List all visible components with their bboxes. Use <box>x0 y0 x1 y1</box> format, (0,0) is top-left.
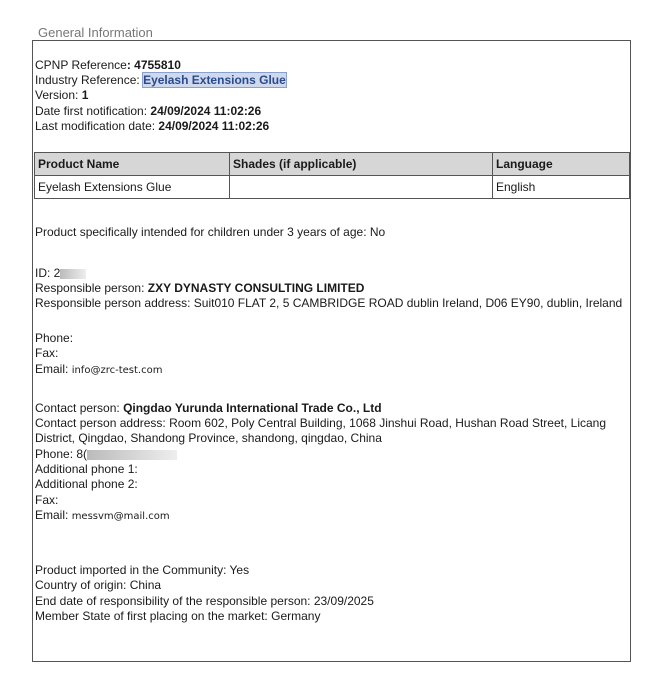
version <box>35 88 286 103</box>
id-label: ID: <box>35 266 54 280</box>
col-shades: Shades (if applicable) <box>230 153 493 176</box>
id-value: 2 <box>53 266 61 280</box>
responsible-email <box>35 362 162 378</box>
contact-person-label: Contact person: <box>35 401 124 415</box>
contact-address: Contact person address: Room 602, Poly Central Building, 1068 Jinshui Road, Hushan Road Street, Licang District, Qingdao, Shandong Province, shandong, qingdao, China <box>35 416 607 446</box>
product-table <box>34 152 630 199</box>
product-table-header <box>35 153 630 176</box>
contact-fax: Fax: <box>35 493 59 507</box>
additional-phone-2: Additional phone 2: <box>35 477 138 491</box>
version-label: Version: <box>35 88 82 103</box>
responsible-phone: Phone: <box>35 331 74 345</box>
cell-product-name: Eyelash Extensions Glue <box>35 176 230 199</box>
last-modification-value: 24/09/2024 11:02:26 <box>158 118 270 133</box>
general-information-panel <box>32 40 631 662</box>
redaction-mark <box>60 269 86 279</box>
col-product-name: Product Name <box>35 153 230 176</box>
contact-email-value: messvm@mail.com <box>71 511 170 522</box>
cpnp-reference <box>35 58 286 73</box>
contact-phone-value: 8( <box>76 447 88 461</box>
email-label: Email: <box>35 362 72 376</box>
reference-block <box>35 58 286 134</box>
cpnp-value: : 4755810 <box>126 58 181 72</box>
imported-in-community: Product imported in the Community: Yes <box>35 563 250 577</box>
responsible-address: Responsible person address: Suit010 FLAT 2, 5 CAMBRIDGE ROAD dublin Ireland, D06 EY90, dublin, Ireland <box>35 296 623 310</box>
first-notification-label: Date first notification: <box>35 103 151 118</box>
contact-phone <box>35 447 177 462</box>
cell-shades <box>230 176 493 199</box>
last-modification-date <box>35 119 286 134</box>
version-value: 1 <box>81 88 89 103</box>
additional-phone-1: Additional phone 1: <box>35 462 138 476</box>
responsible-person <box>35 281 364 296</box>
member-state: Member State of first placing on the market: Germany <box>35 609 321 623</box>
industry-reference <box>35 73 286 88</box>
children-statement: Product specifically intended for children under 3 years of age: No <box>35 225 386 239</box>
contact-phone-label: Phone: <box>35 447 77 461</box>
email-label: Email: <box>35 508 72 522</box>
responsible-fax: Fax: <box>35 346 59 360</box>
responsible-id <box>35 266 86 281</box>
cell-language: English <box>493 176 630 199</box>
last-modification-label: Last modification date: <box>35 118 159 133</box>
contact-person-value: Qingdao Yurunda International Trade Co., Ltd <box>123 401 382 415</box>
cpnp-label: CPNP Reference <box>35 58 127 72</box>
redaction-mark <box>87 450 177 460</box>
col-language: Language <box>493 153 630 176</box>
country-of-origin: Country of origin: China <box>35 578 162 592</box>
contact-person <box>35 401 382 416</box>
responsible-person-value: ZXY DYNASTY CONSULTING LIMITED <box>147 281 365 295</box>
first-notification-value: 24/09/2024 11:02:26 <box>150 103 262 118</box>
contact-email <box>35 508 170 524</box>
industry-label: Industry Reference: <box>35 73 144 88</box>
industry-value-selected[interactable]: Eyelash Extensions Glue <box>143 73 286 88</box>
section-title: General Information <box>38 25 153 40</box>
responsible-person-label: Responsible person: <box>35 281 148 295</box>
responsible-email-value: info@zrc-test.com <box>71 365 163 376</box>
end-date-responsibility: End date of responsibility of the responsible person: 23/09/2025 <box>35 594 374 608</box>
table-row <box>35 176 630 199</box>
first-notification-date <box>35 104 286 119</box>
